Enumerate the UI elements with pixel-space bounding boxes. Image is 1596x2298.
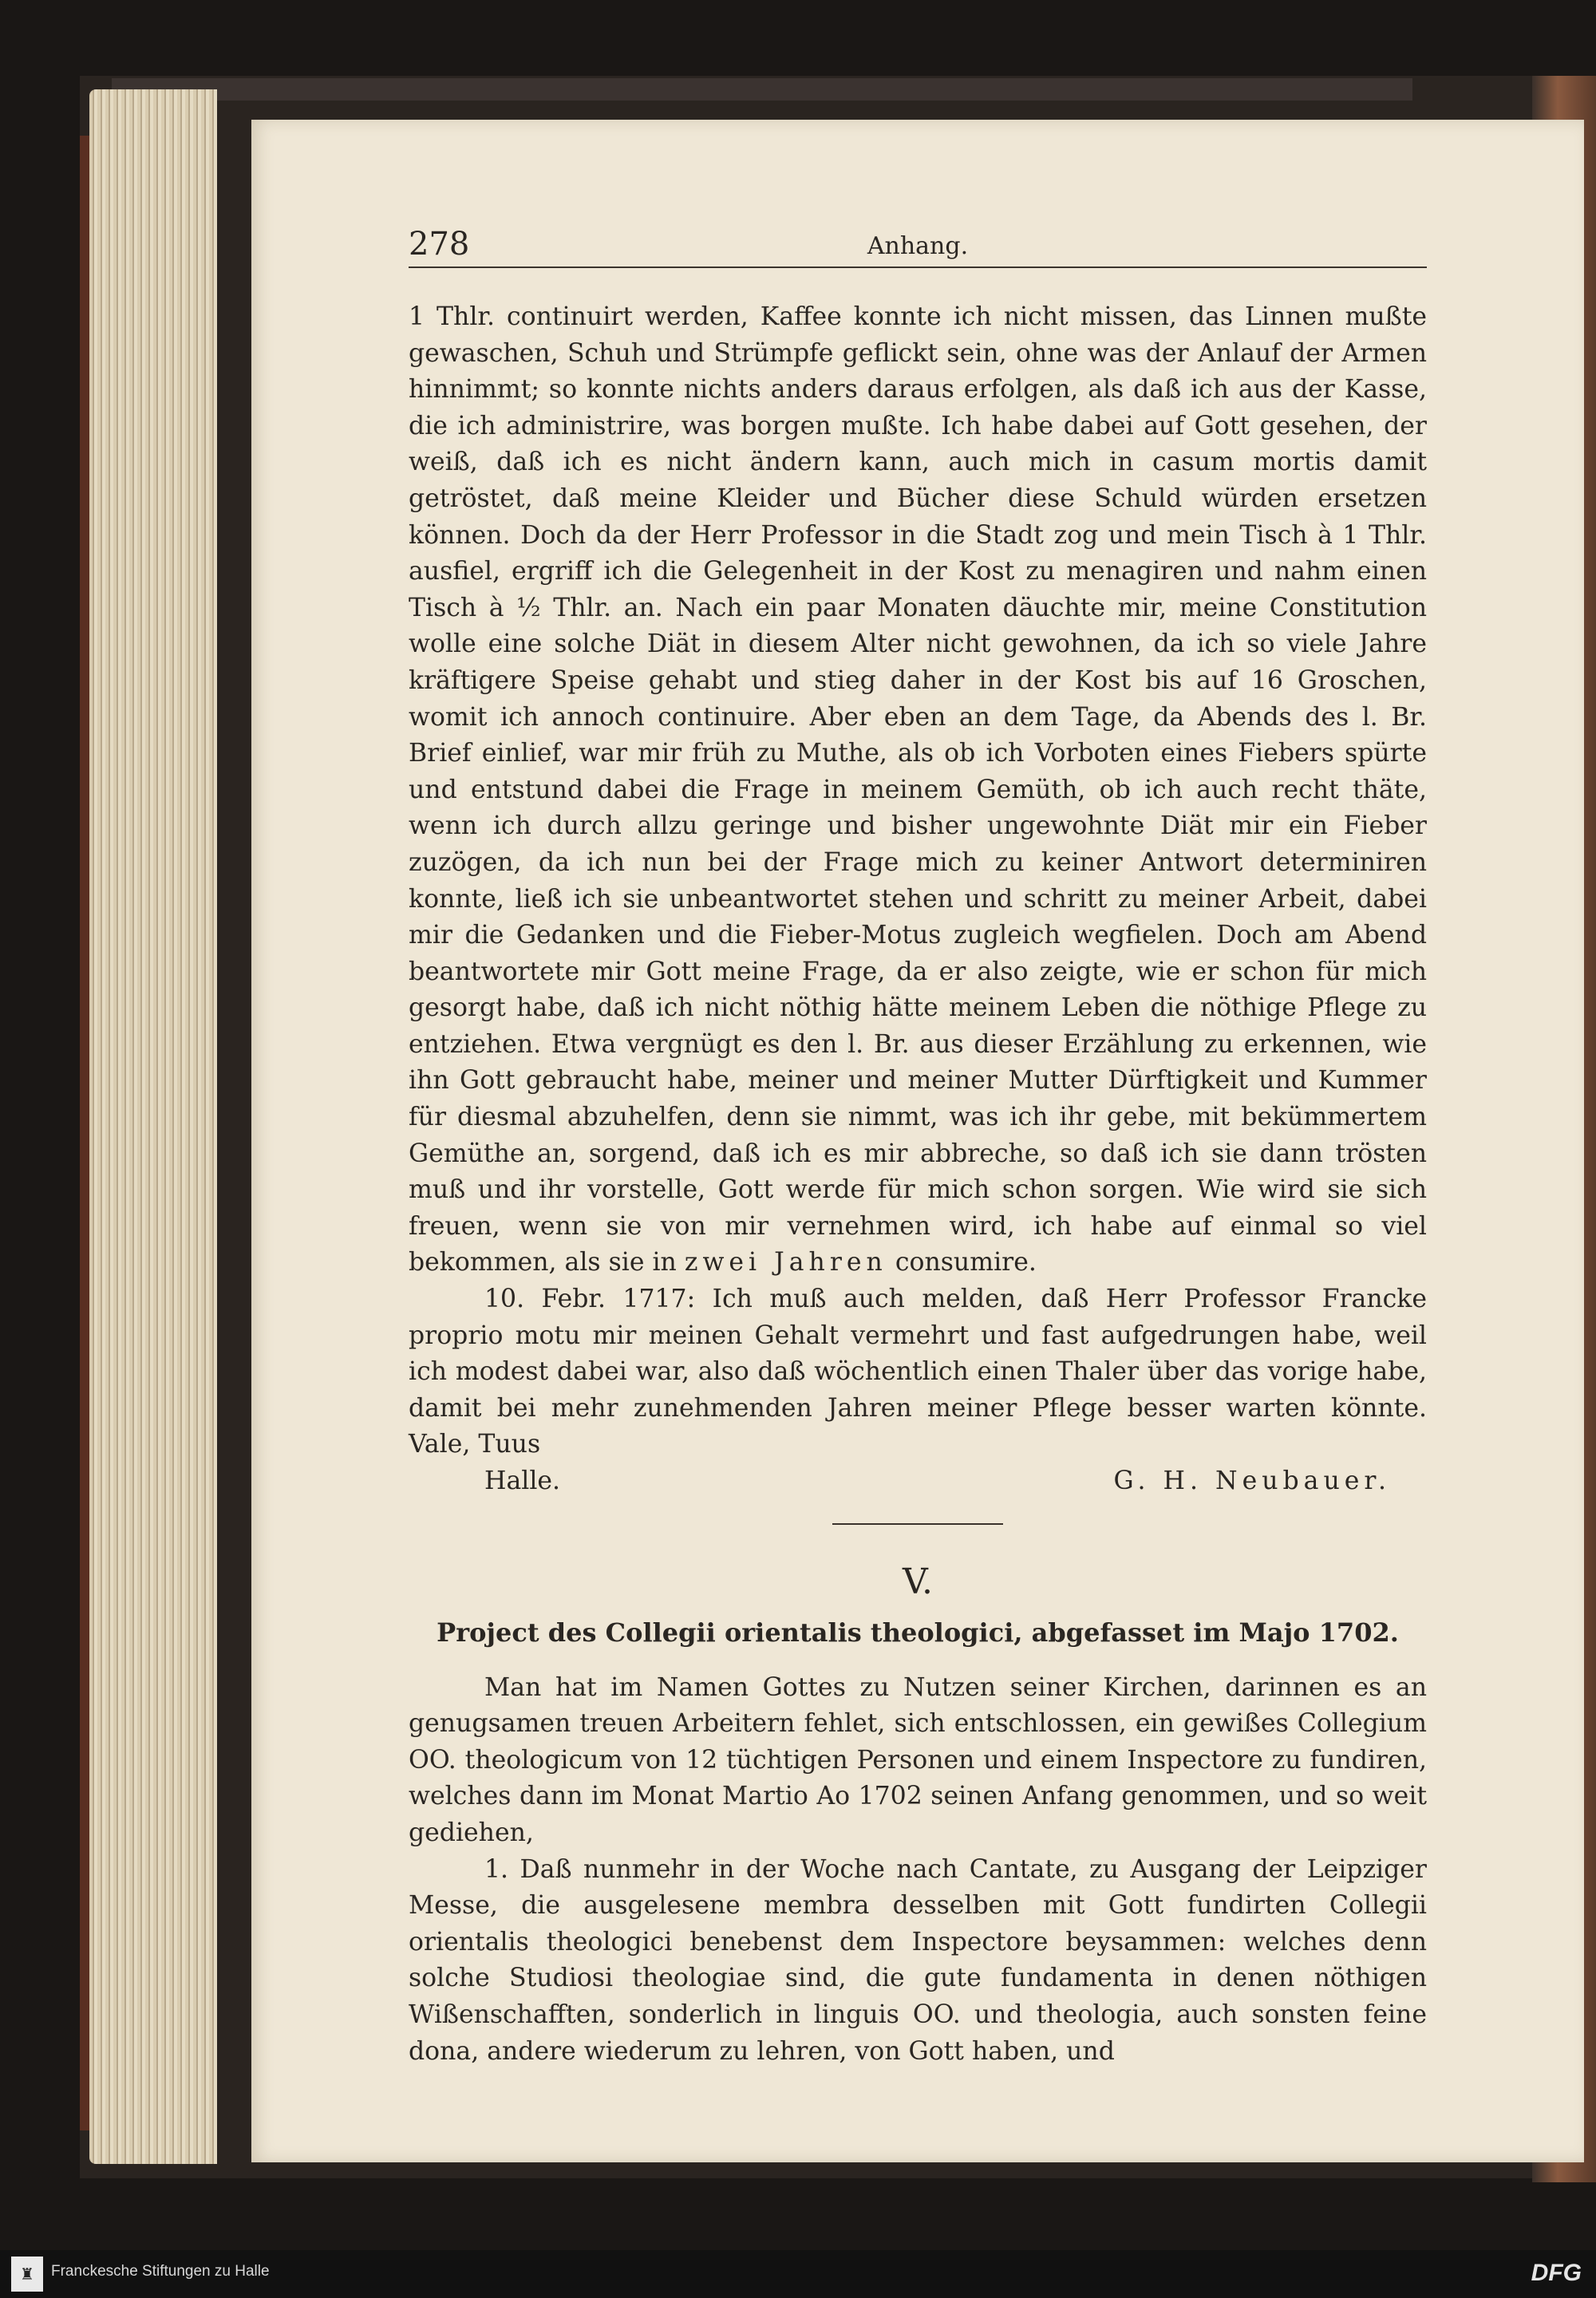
footer-bar	[0, 2250, 1596, 2298]
page-edges	[89, 89, 217, 2164]
book-page	[251, 120, 1584, 2162]
running-title: Anhang.	[867, 232, 969, 260]
book-cover-top	[112, 78, 1412, 101]
letter-paragraph-date: 10. Febr. 1717: Ich muß auch melden, daß Herr Professor Francke proprio motu mir meinen Gehalt vermehrt und fast aufgedrungen habe, weil ich modest dabei war, also daß wöchentlich einen Thaler über das vorige habe, damit bei mehr zunehmenden Jahren meiner Pflege besser warten könnte. Vale, Tuus	[409, 1285, 1427, 1459]
page-number: 278	[409, 226, 470, 263]
letter-paragraph	[409, 299, 1427, 1281]
institution-logo-icon: ♜	[11, 2257, 43, 2292]
section-paragraph: Man hat im Namen Gottes zu Nutzen seiner Kirchen, darinnen es an genugsamen treuen Arbeitern fehlet, sich entschlossen, ein gewißes Collegium OO. theologicum von 12 tüchtigen Personen und einem Inspectore zu fundiren, welches dann im Monat Martio Ao 1702 seinen Anfang genommen, und so weit gediehen,	[409, 1672, 1427, 1847]
section-title: Project des Collegii orientalis theologici, abgefasset im Majo 1702.	[437, 1617, 1399, 1648]
section-number: V.	[902, 1561, 934, 1602]
letter-text-end: consumire.	[895, 1248, 1037, 1277]
running-head	[409, 222, 1427, 268]
body-text	[409, 299, 1427, 2070]
section-divider	[832, 1523, 1003, 1525]
letter-closing	[409, 1463, 1427, 1500]
letter-spaced-text: zwei Jahren	[684, 1248, 887, 1277]
footer-dfg-logo: DFG	[1531, 2260, 1582, 2286]
footer-institution: Franckesche Stiftungen zu Halle	[51, 2263, 270, 2280]
section-paragraph: 1. Daß nunmehr in der Woche nach Cantate, zu Ausgang der Leipziger Messe, die ausgelesene membra desselben mit Gott fundirten Collegii orientalis theologici benebenst dem Inspectore beysammen: welches denn solche Studiosi theologiae sind, die gute fundamenta in denen nöthigen Wißenschafften, sonderlich in linguis OO. und theologia, auch sonsten feine dona, andere wiederum zu lehren, von Gott haben, und	[409, 1854, 1427, 2066]
letter-signature: G. H. Neubauer.	[1113, 1467, 1391, 1495]
letter-place: Halle.	[484, 1467, 561, 1495]
letter-text: 1 Thlr. continuirt werden, Kaffee konnte ich nicht missen, das Linnen mußte gewaschen, Schuh und Strümpfe geflickt sein, ohne was der Anlauf der Armen hinnimmt; so konnte nichts anders daraus erfolgen, als daß ich aus der Kasse, die ich administrire, was borgen mußte. Ich habe dabei auf Gott gesehen, der weiß, daß ich es nicht ändern kann, auch mich in casum mortis damit getröstet, daß meine Kleider und Bücher diese Schuld würden ersetzen können. Doch da der Herr Professor in die Stadt zog und mein Tisch à 1 Thlr. ausfiel, ergriff ich die Gelegenheit in der Kost zu menagiren und nahm einen Tisch à ½ Thlr. an. Nach ein paar Monaten däuchte mir, meine Constitution wolle eine solche Diät in diesem Alter nicht gewohnen, da ich so viele Jahre kräftigere Speise gehabt und stieg daher in der Kost bis auf 16 Groschen, womit ich annoch continuire. Aber eben an dem Tage, da Abends des l. Br. Brief einlief, war mir früh zu Muthe, als ob ich Vorboten eines Fiebers spürte und entstund dabei die Frage in meinem Gemüth, ob ich auch recht thäte, wenn ich durch allzu geringe und bisher ungewohnte Diät mir ein Fieber zuzögen, da ich nun bei der Frage mich zu keiner Antwort determiniren konnte, ließ ich sie unbeantwortet stehen und schritt zu meiner Arbeit, dabei mir die Gedanken und die Fieber-Motus zugleich wegfielen. Doch am Abend beantwortete mir Gott meine Frage, da er also zeigte, wie er schon für mich gesorgt habe, daß ich nicht nöthig hätte meinem Leben die nöthige Pflege zu entziehen. Etwa vergnügt es den l. Br. aus dieser Erzählung zu erkennen, wie ihn Gott gebraucht habe, meiner und meiner Mutter Dürftigkeit und Kummer für diesmal abzuhelfen, denn sie nimmt, was ich ihr gebe, mit bekümmertem Gemüthe an, sorgend, daß ich es mir abbreche, so daß ich sie dann trösten muß und ihr vorstelle, Gott werde für mich schon sorgen. Wie wird sie sich freuen, wenn sie von mir vernehmen wird, ich habe auf einmal so viel bekommen, als sie in	[409, 302, 1427, 1277]
